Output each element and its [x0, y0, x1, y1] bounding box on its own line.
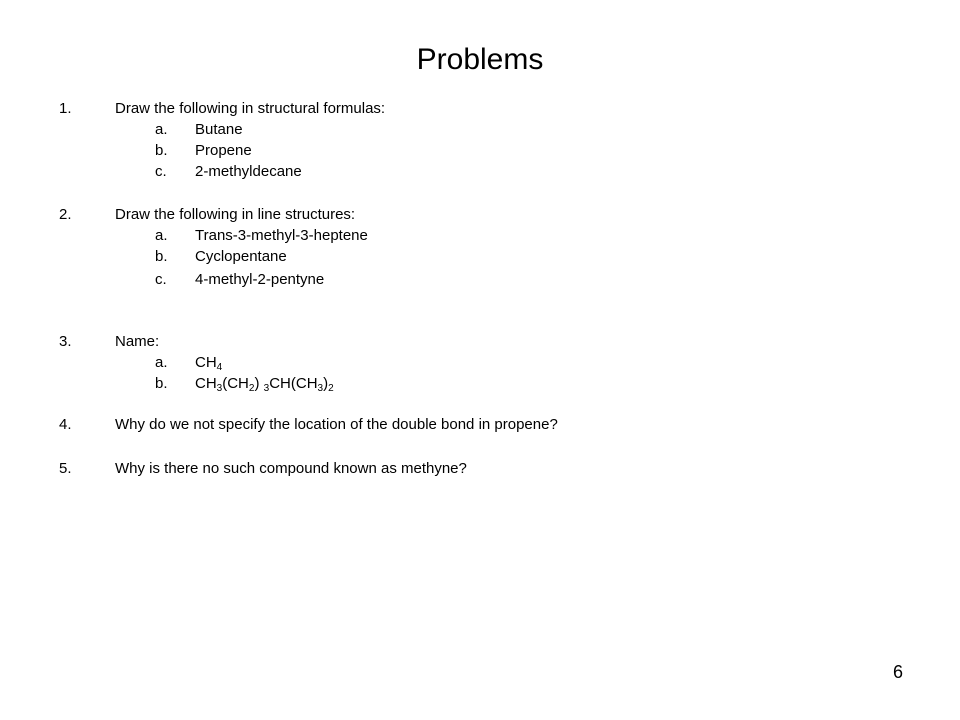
item-letter: b. [155, 375, 168, 392]
problem-number: 4. [59, 416, 72, 433]
problem-text: Why is there no such compound known as methyne? [115, 460, 467, 477]
item-text: Propene [195, 142, 252, 159]
item-letter: c. [155, 163, 167, 180]
problem-number: 2. [59, 206, 72, 223]
item-letter: b. [155, 142, 168, 159]
problem-number: 5. [59, 460, 72, 477]
item-text: 2-methyldecane [195, 163, 302, 180]
item-letter: a. [155, 227, 168, 244]
item-letter: c. [155, 271, 167, 288]
page-number: 6 [892, 662, 903, 682]
item-text: Butane [195, 121, 243, 138]
problem-number: 1. [59, 100, 72, 117]
item-text: Trans-3-methyl-3-heptene [195, 227, 368, 244]
problem-text: Draw the following in line structures: [115, 206, 356, 223]
problem-text: Why do we not specify the location of the double bond in propene? [115, 416, 558, 433]
chemical-formula: $CH_4$ [195, 354, 223, 373]
item-letter: a. [155, 121, 168, 138]
problem-text: Draw the following in structural formulas: [115, 100, 386, 117]
chemical-formula: $CH_3(CH_2)$ $_3CH(CH_3)_2$ [195, 375, 334, 394]
item-letter: a. [155, 354, 168, 371]
problem-number: 3. [59, 333, 72, 350]
item-text: Cyclopentane [195, 248, 287, 265]
slide-title: Problems [416, 43, 544, 76]
problem-text: Name: [115, 333, 160, 350]
item-text: 4-methyl-2-pentyne [195, 271, 325, 288]
item-letter: b. [155, 248, 168, 265]
